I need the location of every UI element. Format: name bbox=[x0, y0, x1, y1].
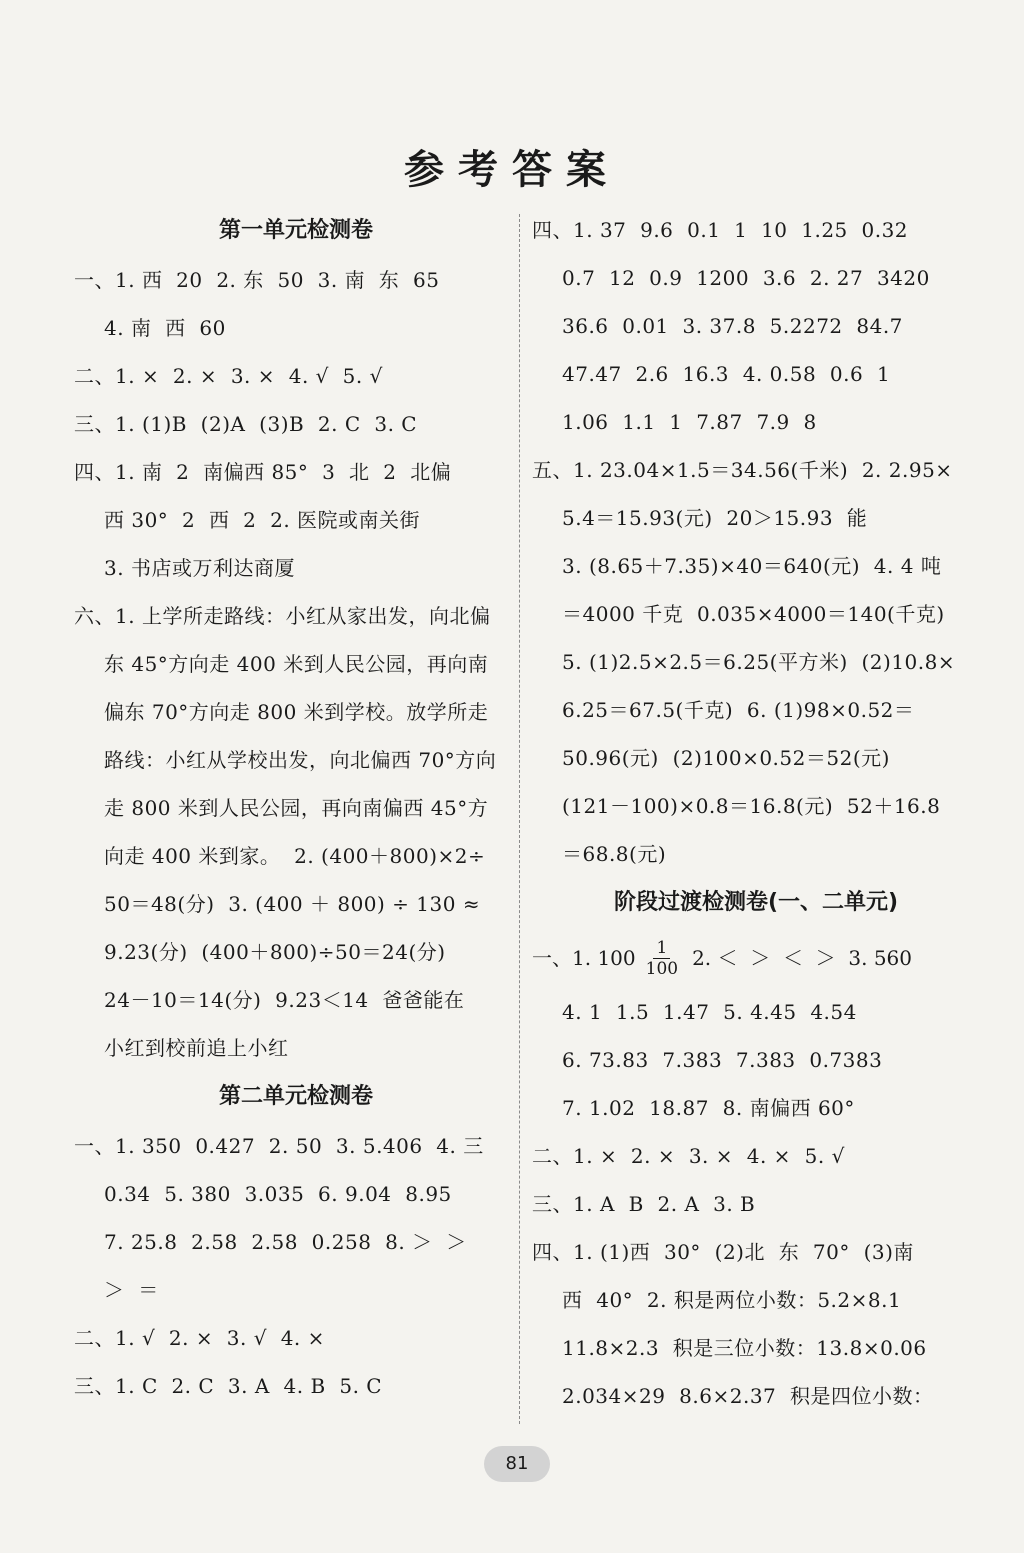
answer-line: 六、1. 上学所走路线：小红从家出发，向北偏 bbox=[74, 604, 491, 628]
answer-line: 一、1. 350 0.427 2. 50 3. 5.406 4. 三 bbox=[74, 1134, 484, 1158]
answer-line: 西 30° 2 西 2 2. 医院或南关街 bbox=[104, 508, 421, 532]
answer-line: 11.8×2.3 积是三位小数：13.8×0.06 bbox=[562, 1336, 927, 1360]
fraction-numerator: 1 bbox=[653, 938, 670, 959]
answer-line: 五、1. 23.04×1.5＝34.56(千米) 2. 2.95× bbox=[532, 458, 953, 482]
answer-line: 3. 书店或万利达商厦 bbox=[104, 556, 295, 580]
answer-line: 3. (8.65＋7.35)×40＝640(元) 4. 4 吨 bbox=[562, 554, 942, 578]
answer-line: ＝4000 千克 0.035×4000＝140(千克) bbox=[562, 602, 945, 626]
answer-line: 0.7 12 0.9 1200 3.6 2. 27 3420 bbox=[562, 266, 930, 290]
answer-line: ＞ ＝ bbox=[104, 1278, 159, 1302]
answer-line: (121－100)×0.8＝16.8(元) 52＋16.8 bbox=[562, 794, 941, 818]
answer-line: 7. 25.8 2.58 2.58 0.258 8. ＞ ＞ bbox=[104, 1230, 467, 1254]
answer-line-with-fraction bbox=[532, 928, 980, 988]
answer-line: 24－10＝14(分) 9.23＜14 爸爸能在 bbox=[104, 988, 465, 1012]
section-heading-unit1: 第一单元检测卷 bbox=[218, 218, 373, 243]
answer-line: 2.034×29 8.6×2.37 积是四位小数： bbox=[562, 1384, 934, 1408]
answer-line: 47.47 2.6 16.3 4. 0.58 0.6 1 bbox=[562, 362, 891, 386]
answer-text: 2. ＜ ＞ ＜ ＞ 3. 560 bbox=[692, 946, 912, 970]
section-heading-stage-test: 阶段过渡检测卷(一、二单元) bbox=[613, 890, 899, 915]
answer-line: 6. 73.83 7.383 7.383 0.7383 bbox=[562, 1048, 883, 1072]
answer-line: 50.96(元) (2)100×0.52＝52(元) bbox=[562, 746, 890, 770]
answer-line: 36.6 0.01 3. 37.8 5.2272 84.7 bbox=[562, 314, 903, 338]
answer-line: 二、1. × 2. × 3. × 4. × 5. √ bbox=[532, 1144, 845, 1168]
answer-line: ＝68.8(元) bbox=[562, 842, 667, 866]
fraction-denominator: 100 bbox=[645, 958, 679, 979]
answer-line: 三、1. C 2. C 3. A 4. B 5. C bbox=[74, 1374, 383, 1398]
answer-text: 一、1. 100 bbox=[532, 946, 636, 970]
answer-line: 偏东 70°方向走 800 米到学校。放学所走 bbox=[104, 700, 489, 724]
answer-line: 路线：小红从学校出发，向北偏西 70°方向 bbox=[104, 748, 497, 772]
answer-line: 4. 1 1.5 1.47 5. 4.45 4.54 bbox=[562, 1000, 857, 1024]
answer-line: 7. 1.02 18.87 8. 南偏西 60° bbox=[562, 1096, 855, 1120]
answer-line: 四、1. 37 9.6 0.1 1 10 1.25 0.32 bbox=[532, 218, 909, 242]
answer-line: 一、1. 西 20 2. 东 50 3. 南 东 65 bbox=[74, 268, 440, 292]
answer-line: 三、1. (1)B (2)A (3)B 2. C 3. C bbox=[74, 412, 418, 436]
section-heading-unit2: 第二单元检测卷 bbox=[218, 1084, 373, 1109]
answer-line: 9.23(分) (400＋800)÷50＝24(分) bbox=[104, 940, 446, 964]
answer-line: 0.34 5. 380 3.035 6. 9.04 8.95 bbox=[104, 1182, 452, 1206]
answer-line: 1.06 1.1 1 7.87 7.9 8 bbox=[562, 410, 817, 434]
right-column bbox=[532, 206, 980, 1420]
fraction bbox=[646, 938, 678, 979]
answer-line: 东 45°方向走 400 米到人民公园，再向南 bbox=[104, 652, 489, 676]
answer-line: 向走 400 米到家。 2. (400＋800)×2÷ bbox=[104, 844, 486, 868]
answer-line: 四、1. 南 2 南偏西 85° 3 北 2 北偏 bbox=[74, 460, 452, 484]
answer-line: 5. (1)2.5×2.5＝6.25(平方米) (2)10.8× bbox=[562, 650, 956, 674]
answer-line: 二、1. × 2. × 3. × 4. √ 5. √ bbox=[74, 364, 383, 388]
answer-line: 西 40° 2. 积是两位小数：5.2×8.1 bbox=[562, 1288, 902, 1312]
answer-line: 50＝48(分) 3. (400 ＋ 800) ÷ 130 ≈ bbox=[104, 892, 481, 916]
answer-line: 走 800 米到人民公园，再向南偏西 45°方 bbox=[104, 796, 489, 820]
left-column bbox=[74, 206, 518, 1410]
answer-line: 4. 南 西 60 bbox=[104, 316, 226, 340]
answer-line: 小红到校前追上小红 bbox=[104, 1036, 289, 1060]
answer-line: 二、1. √ 2. × 3. √ 4. × bbox=[74, 1326, 325, 1350]
answer-line: 5.4＝15.93(元) 20＞15.93 能 bbox=[562, 506, 868, 530]
answer-line: 四、1. (1)西 30° (2)北 东 70° (3)南 bbox=[532, 1240, 914, 1264]
page-title: 参考答案 bbox=[404, 147, 620, 193]
column-divider bbox=[519, 214, 520, 1424]
answer-line: 6.25＝67.5(千克) 6. (1)98×0.52＝ bbox=[562, 698, 915, 722]
answer-line: 三、1. A B 2. A 3. B bbox=[532, 1192, 756, 1216]
page-number: 81 bbox=[484, 1446, 550, 1482]
